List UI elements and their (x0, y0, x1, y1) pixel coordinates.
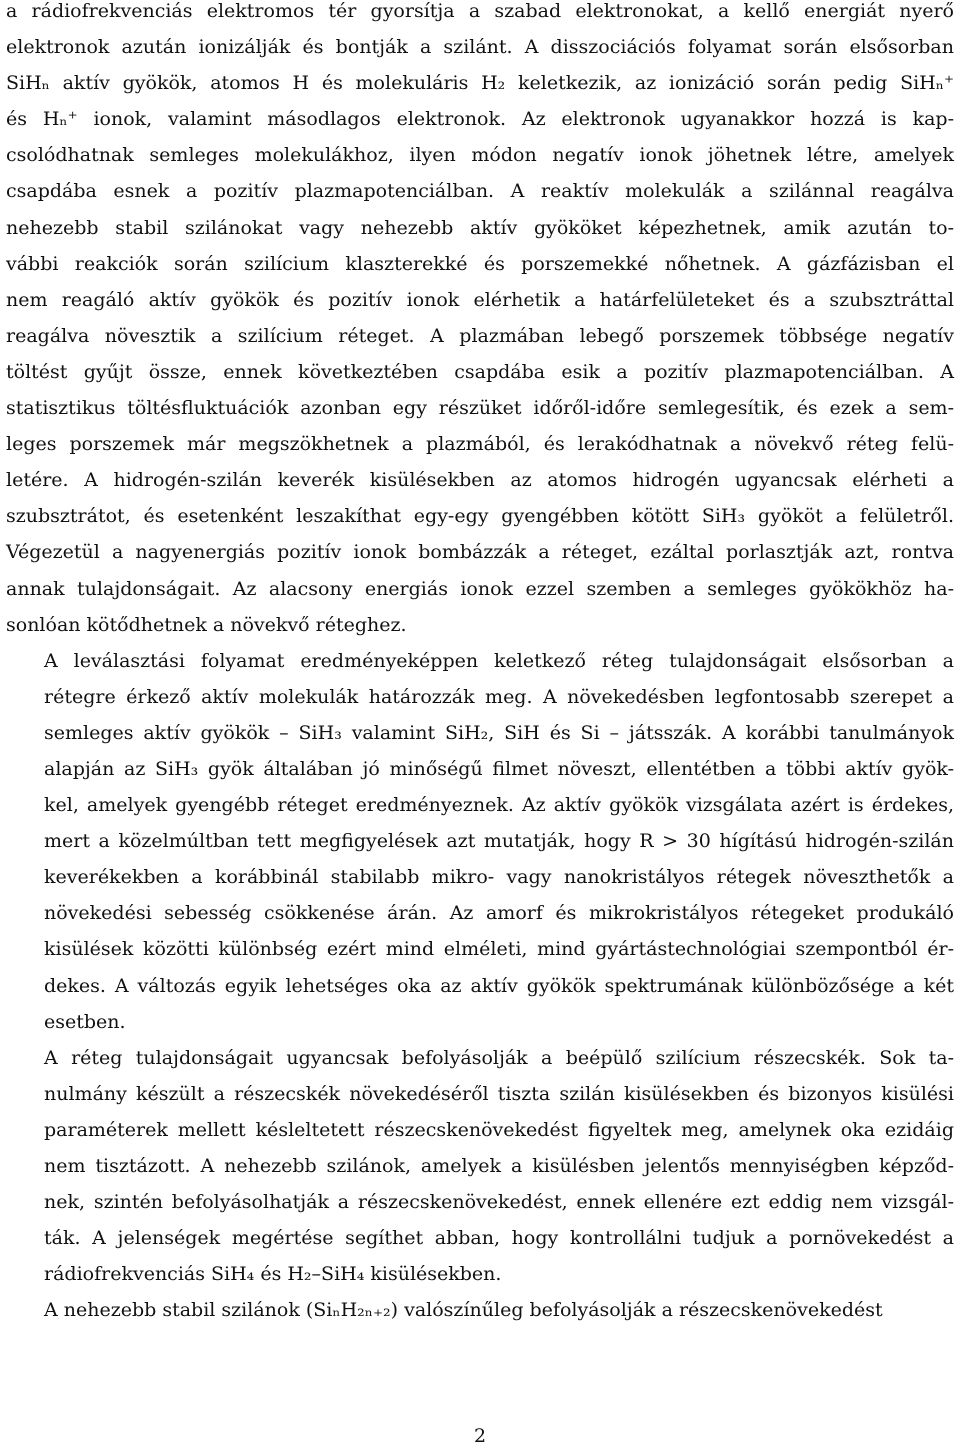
text-line: rádiofrekvenciás SiH₄ és H₂–SiH₄ kisülésekben. (44, 1263, 502, 1286)
paragraph-3 (6, 1040, 954, 1293)
text-line: sonlóan kötődhetnek a növekvő réteghez. (6, 613, 407, 636)
text-line: alapján az SiH₃ gyök általában jó minőségű filmet növeszt, ellentétben a többi aktív gyök- (44, 757, 954, 780)
text-line: kisülések közötti különbség ezért mind elméleti, mind gyártástechnológiai szempontból ér- (44, 938, 954, 961)
text-line: rétegre érkező aktív molekulák határozzák meg. A növekedésben legfontosabb szerepet a (44, 685, 954, 708)
text-line: esetben. (44, 1010, 126, 1033)
text-line: leges porszemek már megszökhetnek a plazmából, és lerakódhatnak a növekvő réteg felü- (6, 433, 954, 456)
text-line: A leválasztási folyamat eredményeképpen keletkező réteg tulajdonságait elsősorban a (44, 649, 954, 672)
text-line: dekes. A változás egyik lehetséges oka az aktív gyökök spektrumának különbözősége a két (44, 974, 954, 997)
text-line: szubsztrátot, és esetenként leszakíthat egy-egy gyengébben kötött SiH₃ gyököt a felületről. (6, 505, 954, 528)
text-line: letére. A hidrogén-szilán keverék kisülésekben az atomos hidrogén ugyancsak elérheti a (6, 469, 954, 492)
text-line: statisztikus töltésfluktuációk azonban egy részüket időről-időre semlegesítik, és ezek a sem- (6, 397, 954, 420)
text-line: kel, amelyek gyengébb réteget eredményeznek. Az aktív gyökök vizsgálata azért is érdekes, (44, 794, 954, 817)
text-line: A réteg tulajdonságait ugyancsak befolyásolják a beépülő szilícium részecskék. Sok ta- (44, 1046, 954, 1069)
text-line: reagálva növesztik a szilícium réteget. A plazmában lebegő porszemek többsége negatív (6, 324, 954, 347)
text-line: töltést gyűjt össze, ennek következtében csapdába esik a pozitív plazmapotenciálban. A (6, 360, 954, 383)
text-line: vábbi reakciók során szilícium klaszterekké és porszemekké nőhetnek. A gázfázisban el (6, 252, 954, 275)
text-line: mert a közelmúltban tett megfigyelések azt mutatják, hogy R > 30 hígítású hidrogén-szilán (44, 830, 954, 853)
text-line: nem tisztázott. A nehezebb szilánok, amelyek a kisülésben jelentős mennyiségben képződ- (44, 1155, 954, 1177)
text-line: nem reagáló aktív gyökök és pozitív ionok elérhetik a határfelületeket és a szubsztráttal (6, 288, 954, 311)
text-line: nek, szintén befolyásolhatják a részecskenövekedést, ennek ellenére ezt eddig nem vizsgál- (44, 1191, 954, 1214)
text-line: Végezetül a nagyenergiás pozitív ionok bombázzák a réteget, ezáltal porlasztják azt, rontva (6, 541, 954, 564)
text-line: annak tulajdonságait. Az alacsony energiás ionok ezzel szemben a semleges gyökökhöz ha- (6, 577, 954, 600)
text-line: nulmány készült a részecskék növekedéséről tiszta szilán kisülésekben és bizonyos kisülési (44, 1082, 954, 1105)
text-line: és Hₙ⁺ ionok, valamint másodlagos elektronok. Az elektronok ugyanakkor hozzá is kap- (6, 108, 954, 131)
text-line: nehezebb stabil szilánokat vagy nehezebb aktív gyököket képezhetnek, amik azután to- (6, 216, 954, 239)
text-line: csolódhatnak semleges molekulákhoz, ilyen módon negatív ionok jöhetnek létre, amelyek (6, 144, 954, 167)
text-line: paraméterek mellett késleltetett részecskenövekedést figyeltek meg, amelynek oka ezidáig (44, 1118, 954, 1141)
body-text (6, 0, 954, 1328)
text-line: csapdába esnek a pozitív plazmapotenciálban. A reaktív molekulák a szilánnal reagálva (6, 180, 954, 203)
text-line: elektronok azután ionizálják és bontják a szilánt. A disszociációs folyamat során elsősorban (6, 36, 954, 59)
text-line: keverékekben a korábbinál stabilabb mikro- vagy nanokristályos rétegek növeszthetők a (44, 866, 954, 889)
text-line: a rádiofrekvenciás elektromos tér gyorsítja a szabad elektronokat, a kellő energiát nyerő (6, 0, 954, 22)
text-line: A nehezebb stabil szilánok (SiₙH₂ₙ₊₂) valószínűleg befolyásolják a részecskenövekedést (44, 1299, 883, 1322)
paragraph-1 (6, 0, 954, 643)
document-page (6, 0, 954, 1328)
page-number: 2 (473, 1425, 487, 1447)
text-line: ták. A jelenségek megértése segíthet abban, hogy kontrollálni tudjuk a pornövekedést a (44, 1227, 954, 1250)
paragraph-4 (6, 1292, 954, 1328)
text-line: SiHₙ aktív gyökök, atomos H és molekuláris H₂ keletkezik, az ionizáció során pedig SiHₙ⁺ (6, 72, 954, 95)
text-line: növekedési sebesség csökkenése árán. Az amorf és mikrokristályos rétegeket produkáló (44, 902, 954, 925)
text-line: semleges aktív gyökök – SiH₃ valamint SiH₂, SiH és Si – játsszák. A korábbi tanulmányok (44, 721, 954, 744)
paragraph-2 (6, 643, 954, 1040)
